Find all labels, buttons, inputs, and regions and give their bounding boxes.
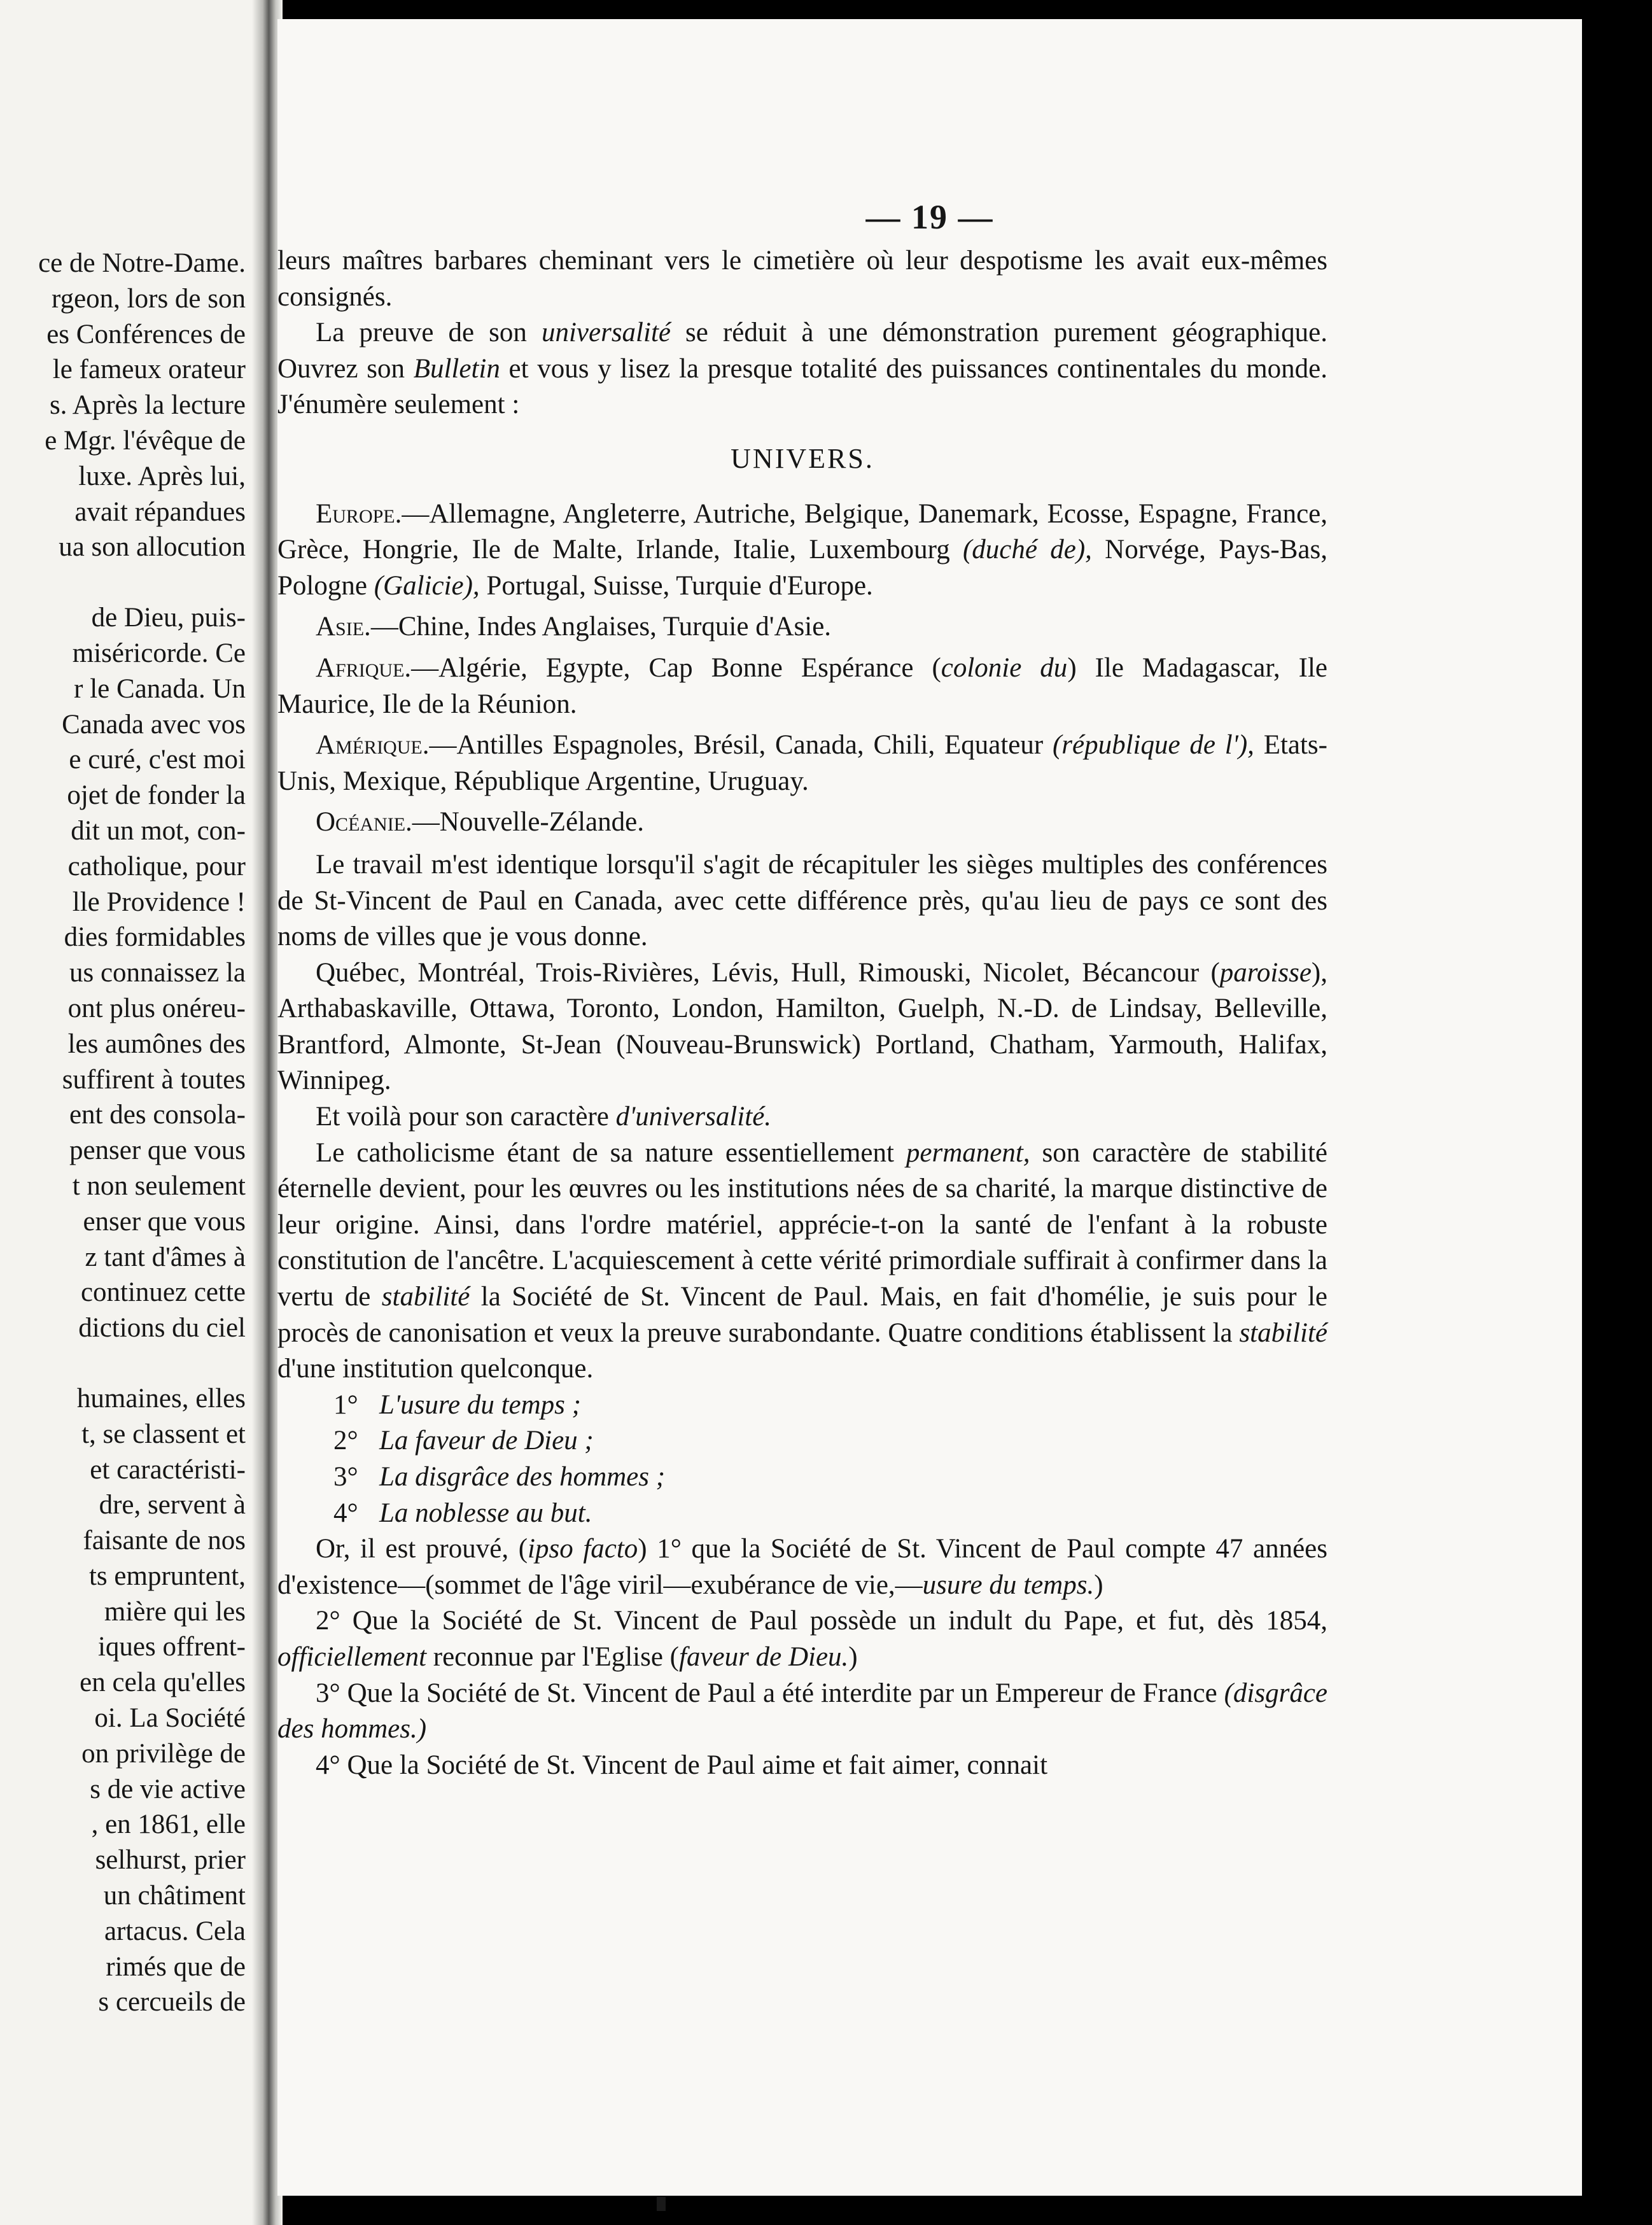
facing-page <box>0 0 267 2225</box>
facing-page-line: luxe. Après lui, <box>78 461 246 491</box>
conditions-list <box>277 1387 1327 1531</box>
facing-page-line: e Mgr. l'évêque de <box>45 425 246 456</box>
facing-page-line: , en 1861, elle <box>91 1809 246 1840</box>
facing-page-line: on privilège de <box>81 1738 246 1769</box>
facing-page-line <box>38 1346 246 1381</box>
scan-mark <box>657 2197 666 2211</box>
region-europe: Europe.—Allemagne, Angleterre, Autriche, Belgique, Danemark, Ecosse, Espagne, France, Grèce, Hongrie, Ile de Malte, Irlande, Italie, Luxembourg (duché de), Norvége, Pays-Bas, Pologne (Galicie), Portugal, Suisse, Turquie d'Europe. <box>277 498 1327 601</box>
facing-page-line: z tant d'âmes à <box>85 1242 246 1272</box>
facing-page-line: iques offrent- <box>97 1632 246 1662</box>
facing-page-line: un châtiment <box>103 1881 246 1911</box>
facing-page-line: dictions du ciel <box>78 1313 246 1344</box>
facing-page-text <box>38 246 246 2020</box>
facing-page-line: t, se classent et <box>81 1419 246 1449</box>
paragraph-4: 4° Que la Société de St. Vincent de Paul aime et fait aimer, connait <box>316 1750 1048 1780</box>
facing-page-line: s cercueils de <box>98 1987 246 2018</box>
paragraph-2: 2° Que la Société de St. Vincent de Paul possède un indult du Pape, et fut, dès 1854, officiellement reconnue par l'Eglise (faveur de Dieu.) <box>277 1606 1327 1672</box>
facing-page-line: faisante de nos <box>83 1526 246 1556</box>
condition-item: 3° La disgrâce des hommes ; <box>333 1462 666 1492</box>
facing-page-line: e curé, c'est moi <box>69 745 246 775</box>
facing-page-line: ts empruntent, <box>88 1561 246 1591</box>
facing-page-line: rgeon, lors de son <box>52 283 246 314</box>
facing-page-line: es Conférences de <box>46 319 246 349</box>
facing-page-line: ua son allocution <box>59 532 246 563</box>
facing-page-line: et caractéristi- <box>90 1454 246 1485</box>
region-afrique: Afrique.—Algérie, Egypte, Cap Bonne Espérance (colonie du) Ile Madagascar, Ile Maurice, Ile de la Réunion. <box>277 652 1327 719</box>
paragraph-3: 3° Que la Société de St. Vincent de Paul a été interdite par un Empereur de France (disgrâce des hommes.) <box>277 1678 1327 1744</box>
facing-page-line <box>38 565 246 600</box>
section-title: UNIVERS. <box>731 442 874 474</box>
facing-page-line: Canada avec vos <box>62 709 246 740</box>
facing-page-line: ojet de fonder la <box>67 780 246 811</box>
page <box>277 19 1582 2196</box>
facing-page-line: rimés que de <box>106 1951 246 1982</box>
facing-page-line: dit un mot, con- <box>71 815 246 846</box>
facing-page-line: oi. La Société <box>94 1703 246 1734</box>
paragraph-or: Or, il est prouvé, (ipso facto) 1° que la Société de St. Vincent de Paul compte 47 années d'existence—(sommet de l'âge viril—exubérance de vie,—usure du temps.) <box>277 1534 1327 1600</box>
facing-page-line: humaines, elles <box>76 1383 246 1414</box>
facing-page-line: penser que vous <box>69 1135 246 1166</box>
region-oceanie: Océanie.—Nouvelle-Zélande. <box>316 807 644 838</box>
region-amerique: Amérique.—Antilles Espagnoles, Brésil, Canada, Chili, Equateur (république de l'), Etats-Unis, Mexique, République Argentine, Uruguay. <box>277 730 1327 796</box>
facing-page-line: miséricorde. Ce <box>72 638 246 668</box>
facing-page-line: les aumônes des <box>67 1028 246 1059</box>
facing-page-line: selhurst, prier <box>95 1845 246 1876</box>
facing-page-line: ont plus onéreu- <box>67 993 246 1023</box>
facing-page-line: ent des consola- <box>69 1100 246 1130</box>
facing-page-line: suffirent à toutes <box>62 1064 246 1095</box>
paragraph-intro-1: leurs maîtres barbares cheminant vers le cimetière où leur despotisme les avait eux-mêmes consignés. <box>277 246 1327 312</box>
paragraph-travail: Le travail m'est identique lorsqu'il s'agit de récapituler les sièges multiples des conférences de St-Vincent de Paul en Canada, avec cette différence près, qu'au lieu de pays ce sont des noms de villes que je vous donne. <box>277 849 1327 952</box>
facing-page-line: de Dieu, puis- <box>91 603 246 633</box>
facing-page-line: avait répandues <box>74 496 246 527</box>
condition-item: 1° L'usure du temps ; <box>333 1389 581 1420</box>
facing-page-line: lle Providence ! <box>72 887 246 917</box>
facing-page-line: mière qui les <box>104 1596 246 1627</box>
page-number: — 19 — <box>865 198 994 236</box>
page-body <box>277 243 1327 1783</box>
facing-page-line: continuez cette <box>80 1277 246 1308</box>
facing-page-line: us connaissez la <box>69 958 246 988</box>
paragraph-intro-2: La preuve de son universalité se réduit à une démonstration purement géographique. Ouvrez son Bulletin et vous y lisez la presque totalité des puissances continentales du monde. J'énumère seulement : <box>277 318 1327 420</box>
facing-page-line: s de vie active <box>90 1774 246 1804</box>
facing-page-line: en cela qu'elles <box>80 1667 246 1698</box>
facing-page-line: r le Canada. Un <box>74 673 246 704</box>
facing-page-line: enser que vous <box>83 1206 246 1237</box>
facing-page-line: t non seulement <box>72 1170 246 1201</box>
condition-item: 4° La noblesse au but. <box>333 1498 592 1528</box>
facing-page-line: artacus. Cela <box>104 1916 246 1946</box>
facing-page-line: s. Après la lecture <box>49 390 246 421</box>
facing-page-line: le fameux orateur <box>52 354 246 385</box>
condition-item: 2° La faveur de Dieu ; <box>333 1426 594 1456</box>
facing-page-line: dre, servent à <box>99 1490 246 1520</box>
facing-page-line: dies formidables <box>64 922 246 953</box>
facing-page-line: catholique, pour <box>67 851 246 881</box>
paragraph-villes: Québec, Montréal, Trois-Rivières, Lévis, Hull, Rimouski, Nicolet, Bécancour (paroisse), Arthabaskaville, Ottawa, Toronto, London, Hamilton, Guelph, N.-D. de Lindsay, Belleville, Brantford, Almonte, St-Jean (Nouveau-Brunswick) Portland, Chatham, Yarmouth, Halifax, Winnipeg. <box>277 957 1327 1096</box>
facing-page-line: ce de Notre-Dame. <box>38 248 246 278</box>
paragraph-catholicisme: Le catholicisme étant de sa nature essentiellement permanent, son caractère de stabilité éternelle devient, pour les œuvres ou les institutions nées de sa charité, la marque distinctive de leur origine. Ainsi, dans l'ordre matériel, apprécie-t-on la santé de l'enfant à la robuste constitution de l'ancêtre. L'acquiescement à cette vérité primordiale suffirait à confirmer dans la vertu de stabilité la Société de St. Vincent de Paul. Mais, en fait d'homélie, je suis pour le procès de canonisation et veux la preuve surabondante. Quatre conditions établissent la stabilité d'une institution quelconque. <box>277 1137 1328 1384</box>
paragraph-voila: Et voilà pour son caractère d'universalité. <box>316 1102 772 1132</box>
region-asie: Asie.—Chine, Indes Anglaises, Turquie d'Asie. <box>316 612 832 642</box>
